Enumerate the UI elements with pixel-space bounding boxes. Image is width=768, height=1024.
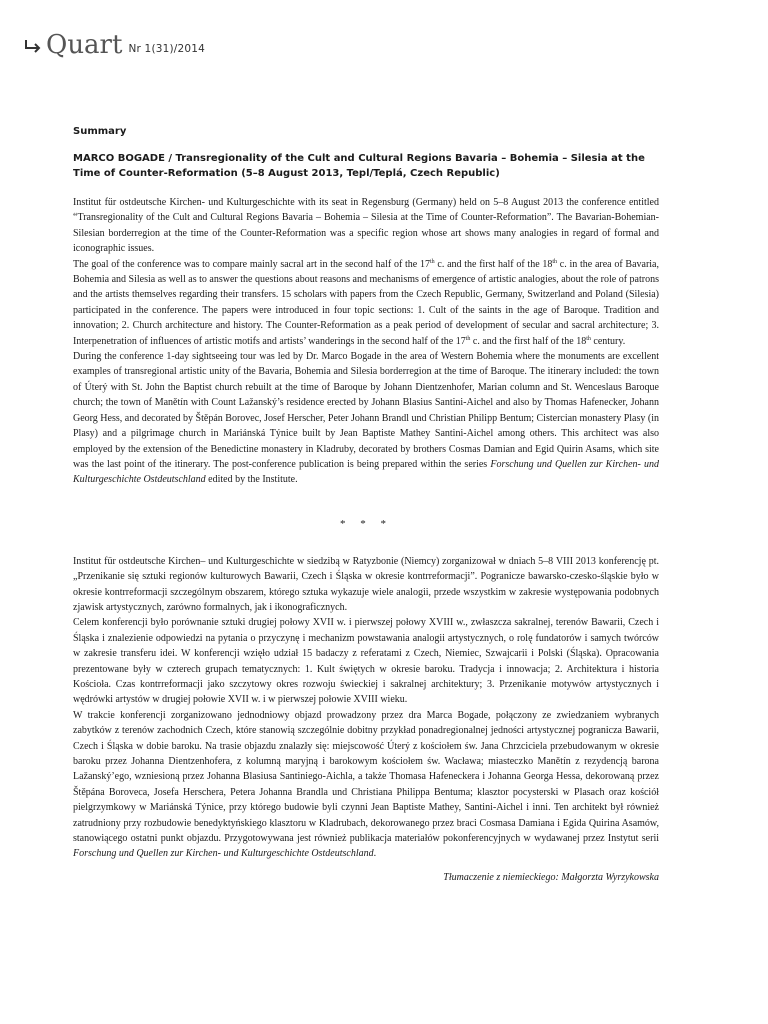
paragraph: During the conference 1-day sightseeing tour was led by Dr. Marco Bogade in the area of Western Bohemia where the monuments are excellent examples of transregional artistic unity of the Bavaria, Bohemia and Silesia borderregion at the time of Baroque. The itinerary included: the town of Úterý with St. John the Baptist church rebuilt at the time of Baroque by Johann Dientzenhofer, Marian column and St. Wenceslaus Baroque church; the town of Manětín with Count Lažanský’s residence erected by Johann Blasius Santini-Aichel and also by Thomas Hafenecker, Johann Georg Hess, and decorated by Štěpán Borovec, Josef Herscher, Peter Johann Brandl und Christian Philipp Bentum; Cistercian monastery Plasy (in Plasy) and a pilgrimage church in Mariánská Týnice built by Jean Baptiste Mathey Santini-Aichel among others. This architect was also employed by the extension of the Benedictine monastery in Kladruby, decorated by brothers Cosmas Damian and Egid Quirin Asams, which site was the last point of the itinerary. The post-conference publication is being prepared within the series Forschung und Quellen zur Kirchen- und Kulturgeschichte Ostdeutschland edited by the Institute. [73, 351, 659, 486]
paragraph: W trakcie konferencji zorganizowano jednodniowy objazd prowadzony przez dra Marca Bogade, połączony ze zwiedzaniem wybranych zabytków z terenów zachodnich Czech, które stanowią szczególnie dobitny przykład ponadregionalnej jedności artystycznej pogranicza Bawarii, Czech i Śląska w dobie baroku. Na trasie objazdu znalazły się: miejscowość Úterý z kościołem św. Jana Chrzciciela przebudowanym w okresie baroku przez Johanna Dientzenhofera, z kolumną maryjną i barokowym kościołem św. Wacława; miasteczko Manětín z rezydencją barona Lažanský’ego, wzniesioną przez Johanna Blasiusa Santiniego-Aichla, a także Thomasa Hafeneckera i Johanna Georga Hessa, dekorowaną przez Štěpána Boroveca, Josefa Herschera, Petera Johanna Brandla und Christiana Philippa Bentuma; klasztor pocysterski w Plasach oraz kościół pielgrzymkowy w Mariánská Týnice, przy którego budowie byli czynni Jean Baptiste Mathey, Santini-Aichel i inni. Ten architekt był również zatrudniony przy rozbudowie benedyktyńskiego klasztoru w Kladrubach, dekorowanego przez braci Cosmasa Damiana i Egida Quirina Asamów, stanowiącego ostatni punkt objazdu. Przygotowywana jest również publikacja materiałów pokonferencyjnych w wydawanej przez Instytut serii Forschung und Quellen zur Kirchen- und Kulturgeschichte Ostdeutschland. [73, 709, 659, 860]
hook-arrow-icon [22, 34, 44, 56]
paragraph: Celem konferencji było porównanie sztuki drugiej połowy XVII w. i pierwszej połowy XVIII w., zwłaszcza sakralnej, terenów Bawarii, Czech i Śląska i znalezienie odpowiedzi na pytania o przyczynę i mechanizm powstawania analogii artystycznych, o rolę fundatorów i samych twórców w zakresie transferu idei. W konferencji wzięło udział 15 badaczy z referatami z Czech, Niemiec, Szwajcarii i Polski (Śląska). Opracowania prezentowane były w czterech grupach tematycznych: 1. Kult świętych w okresie baroku. Tradycja i innowacja; 2. Architektura i historia Kościoła. Czas kontrreformacji jako szczytowy okres rozwoju świeckiej i sakralnej architektury; 3. Przenikanie motywów artystycznych i wędrówki artystów w drugiej połowie XVII w. i w pierwszej połowie XVIII wieku. [73, 617, 659, 706]
polish-summary [73, 554, 659, 862]
section-label: Summary [73, 126, 127, 137]
english-summary [73, 195, 659, 488]
paragraph: Institut für ostdeutsche Kirchen- und Kulturgeschichte with its seat in Regensburg (Germany) held on 5–8 August 2013 the conference entitled “Transregionality of the Cult and Cultural Regions Bavaria – Bohemia – Silesia at the Time of Counter-Reformation”. The Bavarian-Bohemian-Silesian borderregion at the time of the Counter-Reformation was a specific region whose art shows many analogies in regard of formal and iconographic issues. [73, 197, 659, 255]
translator-credit: Tłumaczenie z niemieckiego: Małgorzta Wyrzykowska [443, 871, 659, 883]
section-separator: * * * [340, 517, 392, 530]
issue-number: Nr 1(31)/2014 [128, 43, 206, 55]
article-title: MARCO BOGADE / Transregionality of the Cult and Cultural Regions Bavaria – Bohemia – Silesia at the Time of Counter-Reformation (5–8 August 2013, Tepl/Teplá, Czech Republic) [73, 153, 645, 179]
paragraph: Institut für ostdeutsche Kirchen– und Kulturgeschichte w siedzibą w Ratyzbonie (Niemcy) zorganizował w dniach 5–8 VIII 2013 konferencję pt. „Przenikanie się sztuki regionów kulturowych Bawarii, Czech i Śląska w okresie kontrreformacji”. Pogranicze bawarsko-czesko-śląskie było w okresie kontrreformacji szczególnym obszarem, którego sztuka wykazuje wiele analogii, przede wszystkim w zakresie występowania podobnych zjawisk artystycznych, zarówno formalnych, jak i ikonograficznych. [73, 555, 659, 613]
journal-logo: Quart [46, 30, 123, 60]
series-title: Forschung und Quellen zur Kirchen- und Kulturgeschichte Ostdeutschland [73, 458, 659, 486]
article-body [73, 126, 659, 883]
series-title: Forschung und Quellen zur Kirchen- und Kulturgeschichte Ostdeutschland [73, 848, 374, 860]
page-header [22, 30, 205, 60]
paragraph: The goal of the conference was to compare mainly sacral art in the second half of the 17th c. and the first half of the 18th c. in the area of Bavaria, Bohemia and Silesia as well as to answer the questions about reasons and mechanisms of emergence of artistic analogies, about the role of patrons and the artists themselves regarding their transfers. 15 scholars with papers from the Czech Republic, Germany, Switzerland and Poland (Silesia) participated in the conference. The papers were introduced in four topic sections: 1. Cult of the saints in the age of Baroque. Tradition and innovation; 2. Church architecture and history. The Counter-Reformation as a peak period of development of secular and sacral architecture; 3. Interpenetration of influences of artistic motifs and artists’ wanderings in the second half of the 17th c. and the first half of the 18th century. [73, 258, 659, 347]
